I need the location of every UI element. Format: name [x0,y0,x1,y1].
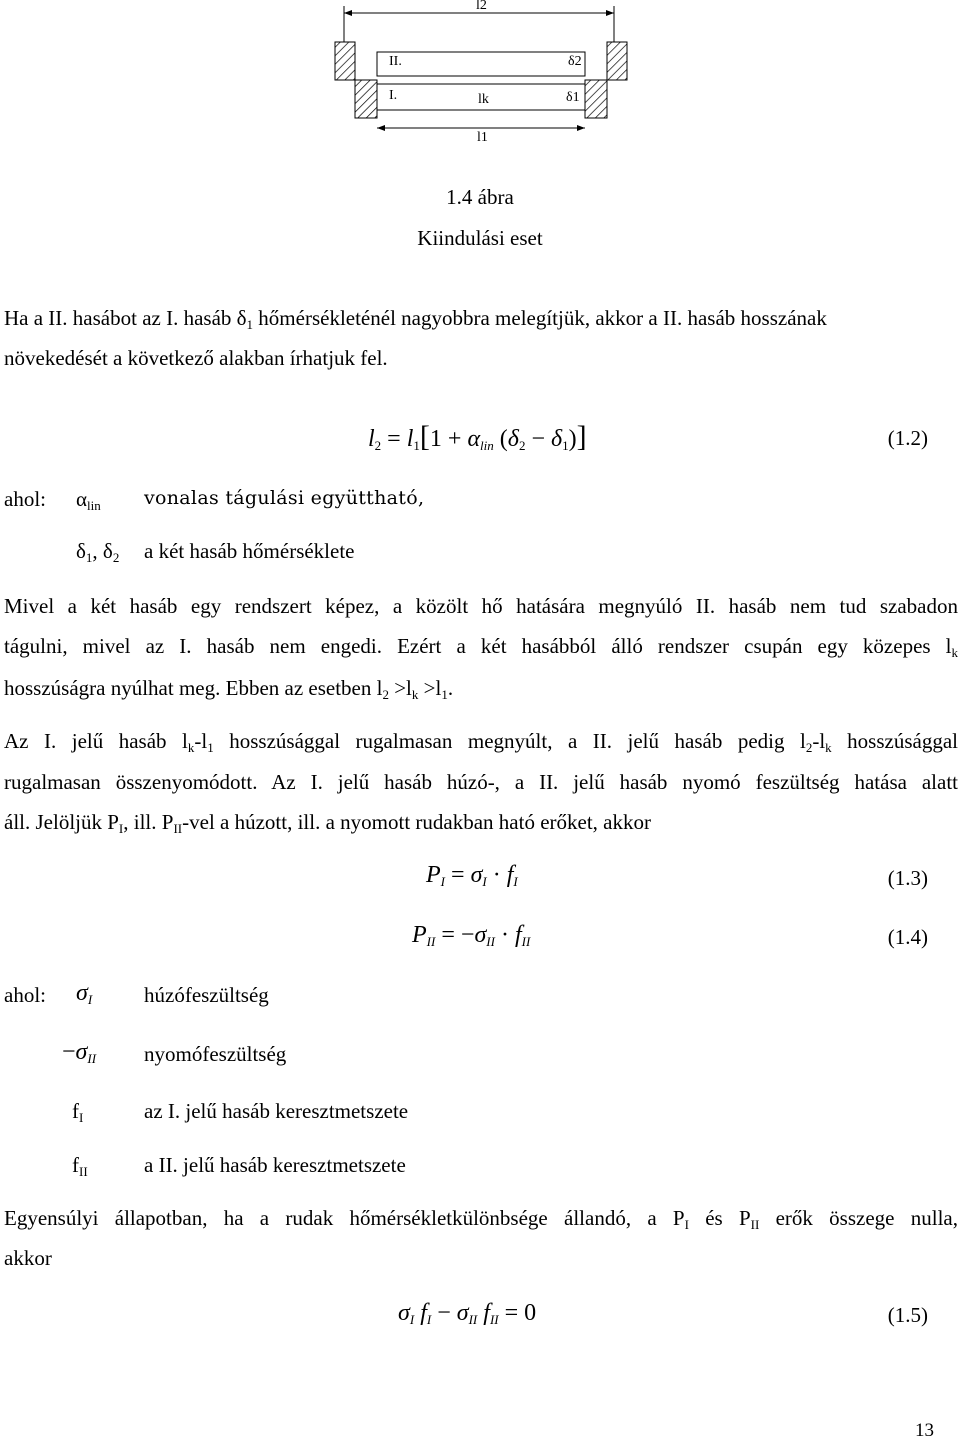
defs1-delta-desc: a két hasáb hőmérséklete [144,539,355,563]
equation-1-2-number: (1.2) [887,426,928,450]
para4-line2: akkor [4,1246,52,1270]
defs1-delta-symbol: $\delta_1$, $\delta_2$ [76,539,120,565]
defs2-desc-f-i: az I. jelű hasáb keresztmetszete [144,1099,409,1123]
figure-caption-title: Kiindulási eset [417,226,543,250]
figure-label-part-ii: II. [389,54,402,69]
bar-ii [377,52,585,76]
para2-line3: hosszúságra nyúlhat meg. Ebben az esetben $l_2 >l_k >l_1$. [4,676,454,702]
equation-1-2: $l_2 = l_1[1 + \alpha_{lin}$ $(\delta_2 - \delta_1)$] [368,420,587,453]
defs2-symbol-sigma-i: $\sigma_I$ [76,980,93,1007]
wall-right-upper [607,42,627,80]
defs1-alpha-symbol: $\alpha_{lin}$ [76,487,101,513]
figure-label-lk: lk [478,92,489,107]
figure-label-part-i: I. [389,88,398,103]
defs2-desc-sigma-ii: nyomófeszültség [144,1042,287,1066]
para4-line1: Egyensúlyi állapotban, ha a rudak hőmérsékletkülönbsége állandó, a $P_I$ és $P_{II}$ erők összege nulla, [4,1206,958,1232]
figure-label-l1: l1 [477,130,488,145]
wall-left-lower [355,80,377,118]
defs1-alpha-desc: vonalas tágulási együttható, [144,487,425,509]
equation-1-3-number: (1.3) [887,866,928,890]
defs2-ahol: ahol: [4,983,46,1007]
equation-1-3: $P_I = \sigma_I \cdot f_I$ [426,862,518,889]
defs1-ahol: ahol: [4,487,46,511]
figure-label-delta1: δ1 [566,90,580,105]
para1-line1: Ha a II. hasábot az I. hasáb $\delta_1$ hőmérsékleténél nagyobbra melegítjük, akkor a II. hasáb hosszának [4,306,827,332]
defs2-symbol-f-i: $f_I$ [72,1099,84,1125]
defs2-symbol-f-ii: $f_{II}$ [72,1153,88,1179]
para3-line1: Az I. jelű hasáb $l_k-l_1$ hosszúsággal rugalmasan megnyúlt, a II. jelű hasáb pedig $l_2-l_k$ hosszúsággal [4,729,958,755]
para3-line2: rugalmasan összenyomódott. Az I. jelű hasáb húzó-, a II. jelű hasáb nyomó feszültség hatása alatt [4,770,958,794]
para3-line3: áll. Jelöljük $P_I$, ill. $P_{II}$-vel a húzott, ill. a nyomott rudakban ható erőket, akkor [4,810,651,836]
equation-1-5-number: (1.5) [887,1303,928,1327]
defs2-desc-sigma-i: húzófeszültség [144,983,269,1007]
page-number: 13 [915,1420,934,1441]
wall-left-upper [335,42,355,80]
equation-1-4-number: (1.4) [887,925,928,949]
figure-label-delta2: δ2 [568,54,582,69]
figure-label-l2: l2 [476,0,487,13]
defs2-desc-f-ii: a II. jelű hasáb keresztmetszete [144,1153,406,1177]
equation-1-4: $P_{II} = -\sigma_{II} \cdot f_{II}$ [412,922,531,949]
defs2-symbol-sigma-ii: $-\sigma_{II}$ [62,1039,97,1066]
equation-1-5: $\sigma_I$ $f_I - \sigma_{II}$ $f_{II} = 0$ [398,1300,537,1327]
para1-line2: növekedését a következő alakban írhatjuk fel. [4,346,388,370]
para2-line2: tágulni, mivel az I. hasáb nem engedi. Ezért a két hasábból álló rendszer csupán egy közepes $l_k$ [4,634,958,660]
figure-caption-number: 1.4 ábra [446,185,514,209]
para2-line1: Mivel a két hasáb egy rendszert képez, a közölt hő hatására megnyúló II. hasáb nem tud szabadon [4,594,958,618]
wall-right-lower [585,80,607,118]
